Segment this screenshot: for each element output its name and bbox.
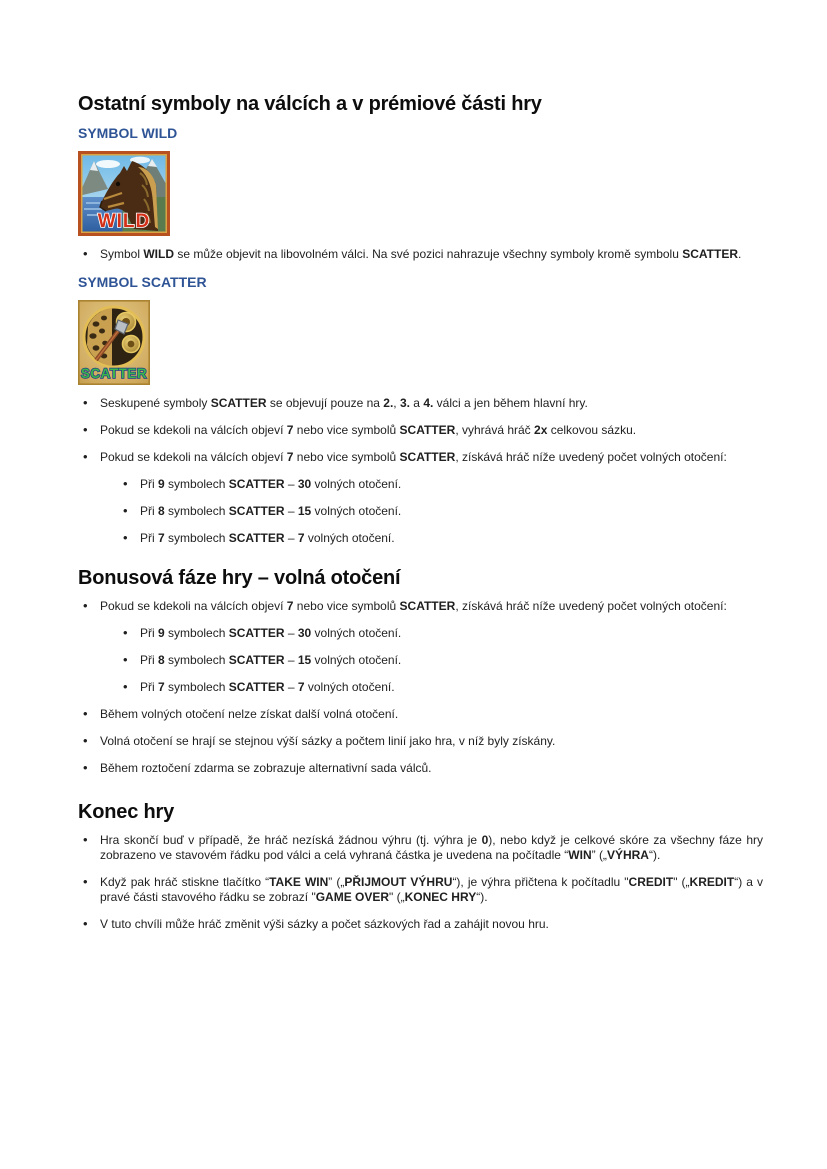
text-segment: 7 (286, 450, 294, 464)
cloud-shape (96, 160, 120, 168)
text-segment: Při (140, 626, 158, 640)
text-segment: – (284, 504, 298, 518)
text-segment: 15 (297, 653, 312, 667)
text-segment: – (284, 626, 298, 640)
text-segment: , (393, 396, 400, 410)
text-segment: SCATTER (228, 680, 285, 694)
text-segment: " („ (673, 875, 690, 889)
text-segment: volných otočení. (311, 653, 402, 667)
text-segment: symbolech (164, 680, 229, 694)
wild-label: WILD (97, 211, 151, 232)
text-segment: volných otočení. (311, 504, 402, 518)
text-segment: SCATTER (228, 531, 285, 545)
list-item (78, 761, 763, 776)
text-segment: WILD (143, 247, 175, 261)
text-segment: Při (140, 477, 158, 491)
list-item (118, 653, 763, 668)
list-item (78, 247, 763, 262)
sub-bullet-list (118, 626, 763, 695)
text-segment: SCATTER (399, 423, 456, 437)
wild-bullet-list (78, 247, 763, 262)
text-segment: SCATTER (228, 653, 285, 667)
text-segment: nebo vice symbolů (293, 450, 400, 464)
text-segment: – (284, 531, 298, 545)
text-segment: Symbol (100, 247, 144, 261)
list-item (78, 875, 763, 905)
wild-symbol-image (78, 151, 170, 236)
text-segment: KONEC HRY (404, 890, 477, 904)
text-segment: Při (140, 653, 158, 667)
text-segment: SCATTER (399, 450, 456, 464)
text-segment: 8 (158, 653, 165, 667)
text-segment: “), je výhra přičtena k počítadlu " (452, 875, 629, 889)
text-segment: Při (140, 531, 158, 545)
text-segment: “). (648, 848, 661, 862)
text-segment: 15 (297, 504, 312, 518)
text-segment: “). (476, 890, 488, 904)
end-bullet-list (78, 833, 763, 932)
text-segment: 7 (297, 680, 305, 694)
scatter-medallion-icon (84, 307, 144, 367)
list-item (78, 450, 763, 546)
heading-other-symbols: Ostatní symboly na válcích a v prémiové části hry (78, 93, 542, 115)
text-segment: 30 (297, 477, 312, 491)
list-item (78, 423, 763, 438)
text-segment: GAME OVER (315, 890, 390, 904)
text-segment: ), nebo když je celkové skóre za všechny fáze hry zobrazeno ve stavovém řádku pod válci a celá vyhraná částka je uvedena na počítadle “ (100, 833, 763, 862)
text-segment: TAKE WIN (269, 875, 329, 889)
text-segment: SCATTER (228, 504, 285, 518)
text-segment: – (284, 653, 298, 667)
text-segment: Pokud se kdekoli na válcích objeví (100, 423, 287, 437)
sub-bullet-list (118, 477, 763, 546)
text-segment: “) a v pravé části stavového řádku se zobrazí " (100, 875, 764, 904)
list-item (78, 599, 763, 695)
text-segment: celkovou sázku. (547, 423, 637, 437)
text-segment: 7 (158, 531, 165, 545)
text-segment: se objevují pouze na (266, 396, 384, 410)
text-segment: " („ (389, 890, 405, 904)
text-segment: SCATTER (228, 477, 285, 491)
text-segment: SCATTER (210, 396, 267, 410)
text-segment: , získává hráč níže uvedený počet volných otočení: (455, 450, 727, 464)
list-item (118, 680, 763, 695)
text-segment: 7 (286, 423, 294, 437)
text-segment: , získává hráč níže uvedený počet volných otočení: (455, 599, 727, 613)
bonus-bullet-list (78, 599, 763, 776)
list-item (78, 707, 763, 722)
text-segment: 9 (158, 626, 165, 640)
scatter-label: SCATTER (80, 366, 148, 381)
list-item (118, 504, 763, 519)
list-item (118, 477, 763, 492)
text-segment: volných otočení. (304, 680, 395, 694)
text-segment: ” („ (591, 848, 607, 862)
heading-bonus-phase: Bonusová fáze hry – volná otočení (78, 567, 401, 589)
text-segment: 9 (158, 477, 165, 491)
text-segment: volných otočení. (311, 477, 402, 491)
text-segment: válci a jen během hlavní hry. (433, 396, 588, 410)
text-segment: VÝHRA (606, 848, 649, 862)
text-segment: 2x (534, 423, 548, 437)
text-segment: ” („ (328, 875, 345, 889)
text-segment: Hra skončí buď v případě, že hráč nezíská žádnou výhru (tj. výhra je (100, 833, 482, 847)
text-segment: 7 (297, 531, 305, 545)
text-segment: SCATTER (228, 626, 285, 640)
text-segment: WIN (568, 848, 592, 862)
text-segment: 8 (158, 504, 165, 518)
text-segment: Při (140, 504, 158, 518)
text-segment: nebo vice symbolů (293, 423, 400, 437)
text-segment: se může objevit na libovolném válci. Na své pozici nahrazuje všechny symboly kromě symbolu (174, 247, 683, 261)
list-item (78, 833, 763, 863)
text-segment: – (284, 477, 298, 491)
text-segment: symbolech (164, 504, 229, 518)
text-segment: . (738, 247, 742, 261)
text-segment: symbolech (164, 626, 229, 640)
text-segment: 7 (286, 599, 294, 613)
list-item (118, 626, 763, 641)
text-segment: Když pak hráč stiskne tlačítko “ (100, 875, 270, 889)
text-segment: 2. (383, 396, 394, 410)
list-item (78, 396, 763, 411)
text-segment: symbolech (164, 531, 229, 545)
list-item (78, 734, 763, 749)
scatter-bullet-list (78, 396, 763, 546)
text-segment: 0 (481, 833, 489, 847)
list-item (78, 917, 763, 932)
text-segment: Volná otočení se hrají se stejnou výší sázky a počtem linií jako hra, v níž byly získány. (100, 734, 556, 748)
text-segment: PŘIJMOUT VÝHRU (344, 875, 453, 889)
horse-eye (116, 182, 120, 186)
text-segment: nebo vice symbolů (293, 599, 400, 613)
text-segment: Pokud se kdekoli na válcích objeví (100, 450, 287, 464)
text-segment: – (284, 680, 298, 694)
text-segment: volných otočení. (311, 626, 402, 640)
text-segment: , vyhrává hráč (455, 423, 535, 437)
text-segment: 30 (297, 626, 312, 640)
text-segment: volných otočení. (304, 531, 395, 545)
heading-game-end: Konec hry (78, 801, 175, 823)
text-segment: symbolech (164, 477, 229, 491)
text-segment: Během roztočení zdarma se zobrazuje alternativní sada válců. (100, 761, 432, 775)
text-segment: Seskupené symboly (100, 396, 211, 410)
text-segment: CREDIT (628, 875, 674, 889)
text-segment: SCATTER (682, 247, 739, 261)
text-segment: KREDIT (689, 875, 735, 889)
list-item (118, 531, 763, 546)
text-segment: 3. (399, 396, 410, 410)
subheading-symbol-scatter: SYMBOL SCATTER (78, 274, 207, 290)
text-segment: symbolech (164, 653, 229, 667)
scatter-symbol-image (78, 300, 150, 385)
text-segment: V tuto chvíli může hráč změnit výši sázky a počet sázkových řad a zahájit novou hru. (100, 917, 549, 931)
subheading-symbol-wild: SYMBOL WILD (78, 125, 178, 141)
text-segment: 4. (423, 396, 434, 410)
text-segment: SCATTER (399, 599, 456, 613)
text-segment: Během volných otočení nelze získat další volná otočení. (100, 707, 399, 721)
text-segment: 7 (158, 680, 165, 694)
text-segment: a (409, 396, 424, 410)
text-segment: Při (140, 680, 158, 694)
text-segment: Pokud se kdekoli na válcích objeví (100, 599, 287, 613)
